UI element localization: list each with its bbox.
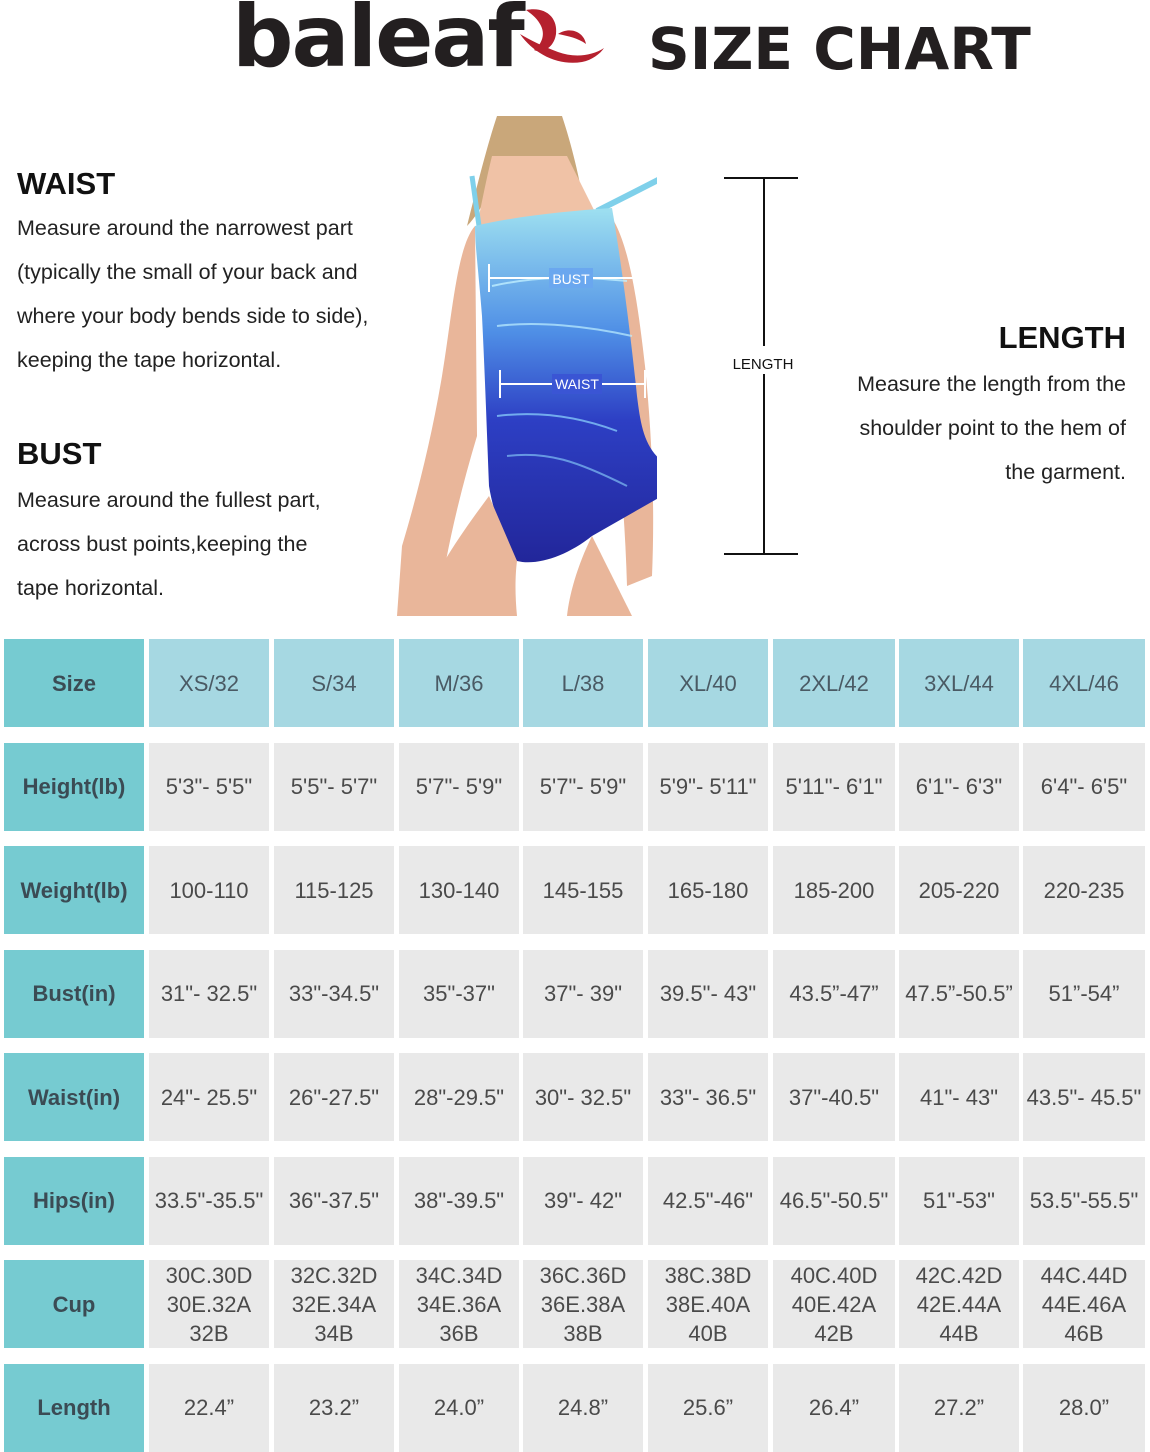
table-cell: 5'3"- 5'5"	[149, 743, 269, 831]
brand-logo-text: baleaf	[232, 0, 523, 87]
cup-value-line: 42C.42D	[915, 1262, 1003, 1288]
table-cell: 33"-34.5"	[274, 950, 394, 1038]
table-cell: 6'1"- 6'3"	[899, 743, 1019, 831]
cup-value-line: 38B	[563, 1320, 603, 1346]
cup-cell	[399, 1260, 519, 1348]
cup-value-line: 36B	[439, 1320, 479, 1346]
table-cell: 46.5"-50.5"	[773, 1157, 895, 1245]
size-header-cell: 3XL/44	[899, 639, 1019, 727]
table-cell: 51”-54”	[1023, 950, 1145, 1038]
table-cell: 33.5"-35.5"	[149, 1157, 269, 1245]
header	[0, 0, 1150, 95]
size-header-label: Size	[4, 639, 144, 727]
table-cell: 22.4”	[149, 1364, 269, 1452]
cup-value-line: 44B	[939, 1320, 979, 1346]
cup-value-line: 38C.38D	[664, 1262, 752, 1288]
size-header-cell: S/34	[274, 639, 394, 727]
row-label: Weight(lb)	[4, 846, 144, 934]
size-header-cell: M/36	[399, 639, 519, 727]
cup-value-line: 34C.34D	[415, 1262, 503, 1288]
swimsuit-model-illustration	[397, 116, 657, 616]
row-label: Bust(in)	[4, 950, 144, 1038]
cup-value-line: 44C.44D	[1040, 1262, 1128, 1288]
row-label: Hips(in)	[4, 1157, 144, 1245]
table-cell: 5'11"- 6'1"	[773, 743, 895, 831]
cup-value-line: 40C.40D	[790, 1262, 878, 1288]
table-cell: 30"- 32.5"	[523, 1053, 643, 1141]
table-cell: 5'7"- 5'9"	[399, 743, 519, 831]
table-cell: 43.5”-47”	[773, 950, 895, 1038]
cup-value-line: 44E.46A	[1041, 1291, 1127, 1317]
size-header-cell: 4XL/46	[1023, 639, 1145, 727]
cup-value-line: 32E.34A	[291, 1291, 377, 1317]
table-cell: 5'9"- 5'11"	[648, 743, 768, 831]
leaf-logo-icon	[512, 4, 606, 70]
cup-value-line: 42E.44A	[916, 1291, 1002, 1317]
table-cell: 130-140	[399, 846, 519, 934]
table-cell: 24.0”	[399, 1364, 519, 1452]
table-cell: 35"-37"	[399, 950, 519, 1038]
waist-description: Measure around the narrowest part (typically the small of your back and where your body bends side to side), keeping the tape horizontal.	[17, 216, 369, 372]
table-cell: 115-125	[274, 846, 394, 934]
table-cell: 53.5"-55.5"	[1023, 1157, 1145, 1245]
table-cell: 24.8”	[523, 1364, 643, 1452]
length-description: Measure the length from the shoulder point to the hem of the garment.	[857, 372, 1126, 484]
cup-value-line: 42B	[814, 1320, 854, 1346]
table-cell: 26"-27.5"	[274, 1053, 394, 1141]
table-cell: 33"- 36.5"	[648, 1053, 768, 1141]
table-cell: 27.2”	[899, 1364, 1019, 1452]
table-cell: 145-155	[523, 846, 643, 934]
table-cell: 31"- 32.5"	[149, 950, 269, 1038]
cup-value-line: 32B	[189, 1320, 229, 1346]
table-cell: 39.5"- 43"	[648, 950, 768, 1038]
waist-marker-label: WAIST	[555, 376, 599, 392]
table-cell: 37"-40.5"	[773, 1053, 895, 1141]
cup-value-line: 32C.32D	[290, 1262, 378, 1288]
row-label: Height(lb)	[4, 743, 144, 831]
cup-value-line: 46B	[1064, 1320, 1104, 1346]
row-label: Length	[4, 1364, 144, 1452]
table-cell: 43.5"- 45.5"	[1023, 1053, 1145, 1141]
cup-cell	[274, 1260, 394, 1348]
table-cell: 220-235	[1023, 846, 1145, 934]
size-header-cell: L/38	[523, 639, 643, 727]
cup-value-line: 40B	[688, 1320, 728, 1346]
table-cell: 5'5"- 5'7"	[274, 743, 394, 831]
length-marker	[720, 170, 810, 565]
waist-heading: WAIST	[17, 166, 116, 201]
cup-value-line: 34E.36A	[416, 1291, 502, 1317]
table-cell: 38"-39.5"	[399, 1157, 519, 1245]
size-header-cell: XL/40	[648, 639, 768, 727]
size-header-cell: 2XL/42	[773, 639, 895, 727]
cup-value-line: 30E.32A	[166, 1291, 252, 1317]
length-marker-label: LENGTH	[732, 356, 794, 373]
cup-value-line: 30C.30D	[165, 1262, 253, 1288]
table-cell: 39"- 42"	[523, 1157, 643, 1245]
bust-heading: BUST	[17, 436, 102, 471]
cup-value-line: 38E.40A	[665, 1291, 751, 1317]
table-cell: 28.0”	[1023, 1364, 1145, 1452]
cup-value-line: 36C.36D	[539, 1262, 627, 1288]
length-heading: LENGTH	[998, 320, 1126, 355]
table-cell: 185-200	[773, 846, 895, 934]
table-cell: 26.4”	[773, 1364, 895, 1452]
table-cell: 51"-53"	[899, 1157, 1019, 1245]
bust-marker-label: BUST	[552, 271, 590, 287]
cup-value-line: 34B	[314, 1320, 354, 1346]
size-header-cell: XS/32	[149, 639, 269, 727]
cup-cell	[523, 1260, 643, 1348]
cup-value-line: 36E.38A	[540, 1291, 626, 1317]
table-cell: 6'4"- 6'5"	[1023, 743, 1145, 831]
page-title: SIZE CHART	[648, 15, 1031, 83]
table-cell: 25.6”	[648, 1364, 768, 1452]
table-cell: 41"- 43"	[899, 1053, 1019, 1141]
table-cell: 5'7"- 5'9"	[523, 743, 643, 831]
table-cell: 24"- 25.5"	[149, 1053, 269, 1141]
table-cell: 36"-37.5"	[274, 1157, 394, 1245]
row-label: Waist(in)	[4, 1053, 144, 1141]
table-cell: 42.5"-46"	[648, 1157, 768, 1245]
table-cell: 205-220	[899, 846, 1019, 934]
table-cell: 47.5”-50.5”	[899, 950, 1019, 1038]
cup-cell	[899, 1260, 1019, 1348]
cup-cell	[773, 1260, 895, 1348]
cup-cell	[648, 1260, 768, 1348]
table-cell: 165-180	[648, 846, 768, 934]
table-cell: 37"- 39"	[523, 950, 643, 1038]
row-label: Cup	[4, 1260, 144, 1348]
table-cell: 23.2”	[274, 1364, 394, 1452]
table-cell: 100-110	[149, 846, 269, 934]
cup-value-line: 40E.42A	[791, 1291, 877, 1317]
table-cell: 28"-29.5"	[399, 1053, 519, 1141]
bust-description: Measure around the fullest part, across bust points,keeping the tape horizontal.	[17, 488, 321, 600]
cup-cell	[149, 1260, 269, 1348]
size-chart-table	[0, 635, 1150, 1449]
cup-cell	[1023, 1260, 1145, 1348]
